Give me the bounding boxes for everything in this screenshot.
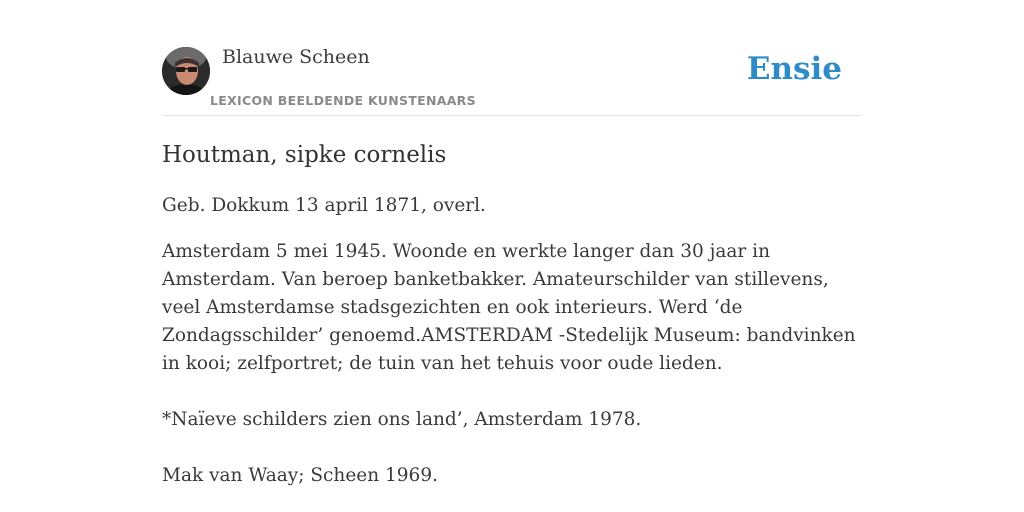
- site-header: [162, 0, 862, 116]
- article-paragraph: *Naïeve schilders zien ons land’, Amsterdam 1978.: [162, 409, 642, 430]
- lexicon-subtitle[interactable]: LEXICON BEELDENDE KUNSTENAARS: [210, 93, 476, 108]
- article-body: [162, 138, 862, 490]
- author-name[interactable]: Blauwe Scheen: [222, 46, 370, 68]
- brand-logo[interactable]: Ensie: [746, 51, 842, 87]
- person-portrait-icon: [162, 47, 210, 95]
- article-paragraph: Mak van Waay; Scheen 1969.: [162, 465, 438, 486]
- article-paragraph: Geb. Dokkum 13 april 1871, overl.: [162, 195, 486, 216]
- page-title: Houtman, sipke cornelis: [162, 142, 447, 168]
- article-paragraph: Amsterdam 5 mei 1945. Woonde en werkte langer dan 30 jaar in Amsterdam. Van beroep banketbakker. Amateurschilder van stillevens, veel Amsterdamse stadsgezichten en ook interieurs. Werd ‘de Zondagsschilder’ genoemd.AMSTERDAM -Stedelijk Museum: bandvinken in kooi; zelfportret; de tuin van het tehuis voor oude lieden.: [162, 241, 856, 374]
- author-avatar[interactable]: [162, 47, 210, 95]
